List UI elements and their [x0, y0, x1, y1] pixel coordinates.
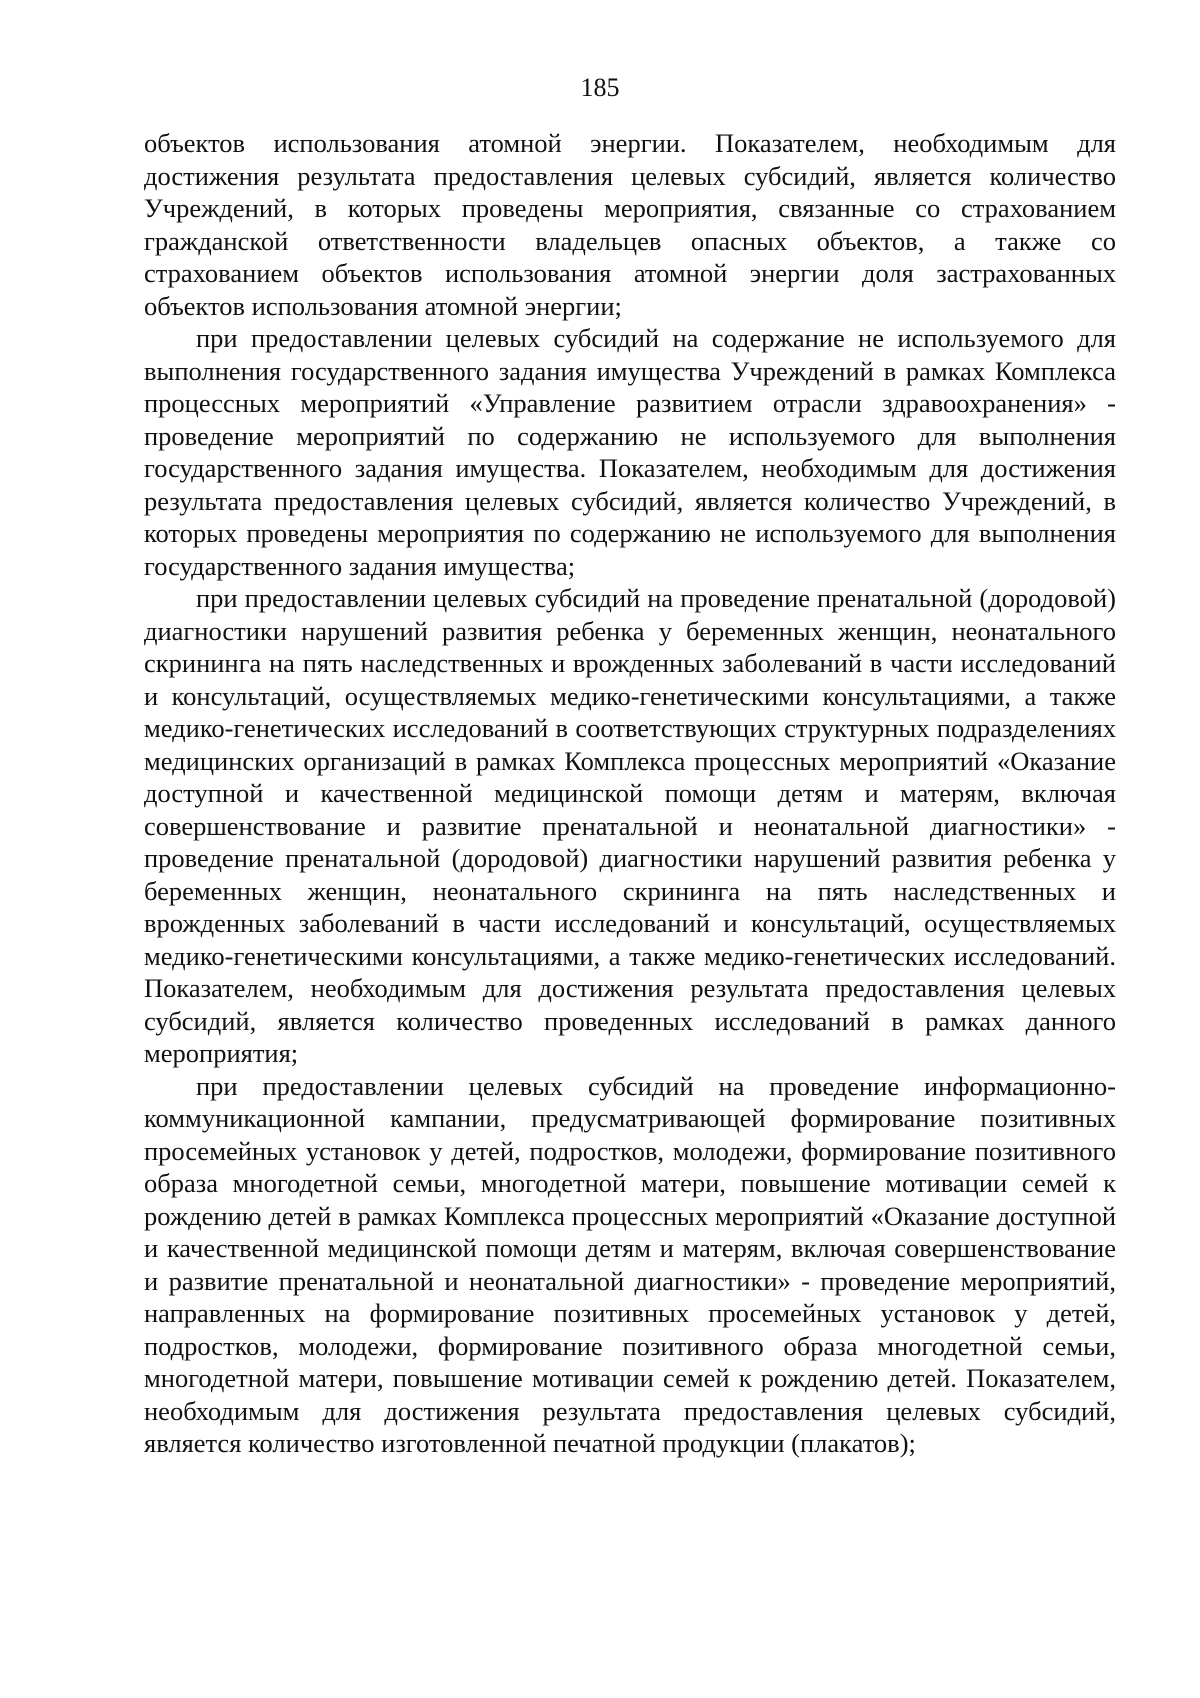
paragraph-information-campaign: при предоставлении целевых субсидий на проведение информационно-коммуникационной кампании, предусматривающей формирование позитивных просемейных установок у детей, подростков, молодежи, формирование позитивного образа многодетной семьи, многодетной матери, повышение мотивации семей к рождению детей в рамках Комплекса процессных мероприятий «Оказание доступной и качественной медицинской помощи детям и матерям, включая совершенствование и развитие пренатальной и неонатальной диагностики» - проведение мероприятий, направленных на формирование позитивных просемейных установок у детей, подростков, молодежи, формирование позитивного образа многодетной семьи, многодетной матери, повышение мотивации семей к рождению детей. Показателем, необходимым для достижения результата предоставления целевых субсидий, является количество изготовленной печатной продукции (плакатов); — [144, 1070, 1116, 1458]
document-body — [144, 127, 1116, 1460]
paragraph-continuation: объектов использования атомной энергии. Показателем, необходимым для достижения результата предоставления целевых субсидий, является количество Учреждений, в которых проведены мероприятия, связанные со страхованием гражданской ответственности владельцев опасных объектов, а также со страхованием объектов использования атомной энергии доля застрахованных объектов использования атомной энергии; — [144, 128, 1116, 321]
page-number: 185 — [580, 73, 620, 102]
paragraph-prenatal-diagnostics: при предоставлении целевых субсидий на проведение пренатальной (дородовой) диагностики нарушений развития ребенка у беременных женщин, неонатального скрининга на пять наследственных и врожденных заболеваний в части исследований и консультаций, осуществляемых медико-генетическими консультациями, а также медико-генетических исследований в соответствующих структурных подразделениях медицинских организаций в рамках Комплекса процессных мероприятий «Оказание доступной и качественной медицинской помощи детям и матерям, включая совершенствование и развитие пренатальной и неонатальной диагностики» - проведение пренатальной (дородовой) диагностики нарушений развития ребенка у беременных женщин, неонатального скрининга на пять наследственных и врожденных заболеваний в части исследований и консультаций, осуществляемых медико-генетическими консультациями, а также медико-генетических исследований. Показателем, необходимым для достижения результата предоставления целевых субсидий, является количество проведенных исследований в рамках данного мероприятия; — [144, 583, 1116, 1068]
paragraph-property-maintenance: при предоставлении целевых субсидий на содержание не используемого для выполнения государственного задания имущества Учреждений в рамках Комплекса процессных мероприятий «Управление развитием отрасли здравоохранения» - проведение мероприятий по содержанию не используемого для выполнения государственного задания имущества. Показателем, необходимым для достижения результата предоставления целевых субсидий, является количество Учреждений, в которых проведены мероприятия по содержанию не используемого для выполнения государственного задания имущества; — [144, 323, 1116, 581]
